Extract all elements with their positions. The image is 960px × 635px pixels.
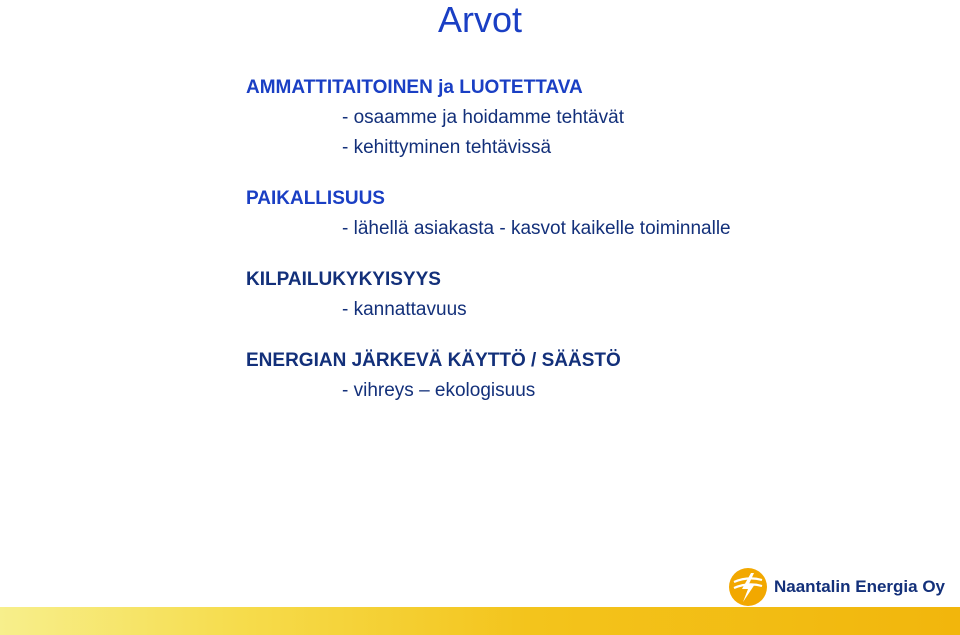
slide-title: Arvot [437, 0, 523, 40]
footer-accent-bar [0, 607, 960, 635]
section-item: - vihreys – ekologisuus [342, 380, 536, 401]
section-heading-kilpailukykyisyys: KILPAILUKYKYISYYS [246, 269, 441, 290]
lightning-bolt-logo-icon [728, 567, 768, 607]
section-item: - kannattavuus [342, 299, 467, 320]
company-logo [728, 565, 945, 609]
slide-content [246, 76, 926, 403]
company-name: Naantalin Energia Oy [774, 577, 945, 596]
section-heading-energian-kaytto: ENERGIAN JÄRKEVÄ KÄYTTÖ / SÄÄSTÖ [246, 350, 621, 371]
section-item: - kehittyminen tehtävissä [342, 137, 552, 158]
section-item: - lähellä asiakasta - kasvot kaikelle toiminnalle [342, 218, 731, 239]
section-item: - osaamme ja hoidamme tehtävät [342, 107, 624, 128]
section-heading-paikallisuus: PAIKALLISUUS [246, 188, 385, 209]
section-heading-ammattitaitoinen: AMMATTITAITOINEN ja LUOTETTAVA [246, 77, 583, 98]
